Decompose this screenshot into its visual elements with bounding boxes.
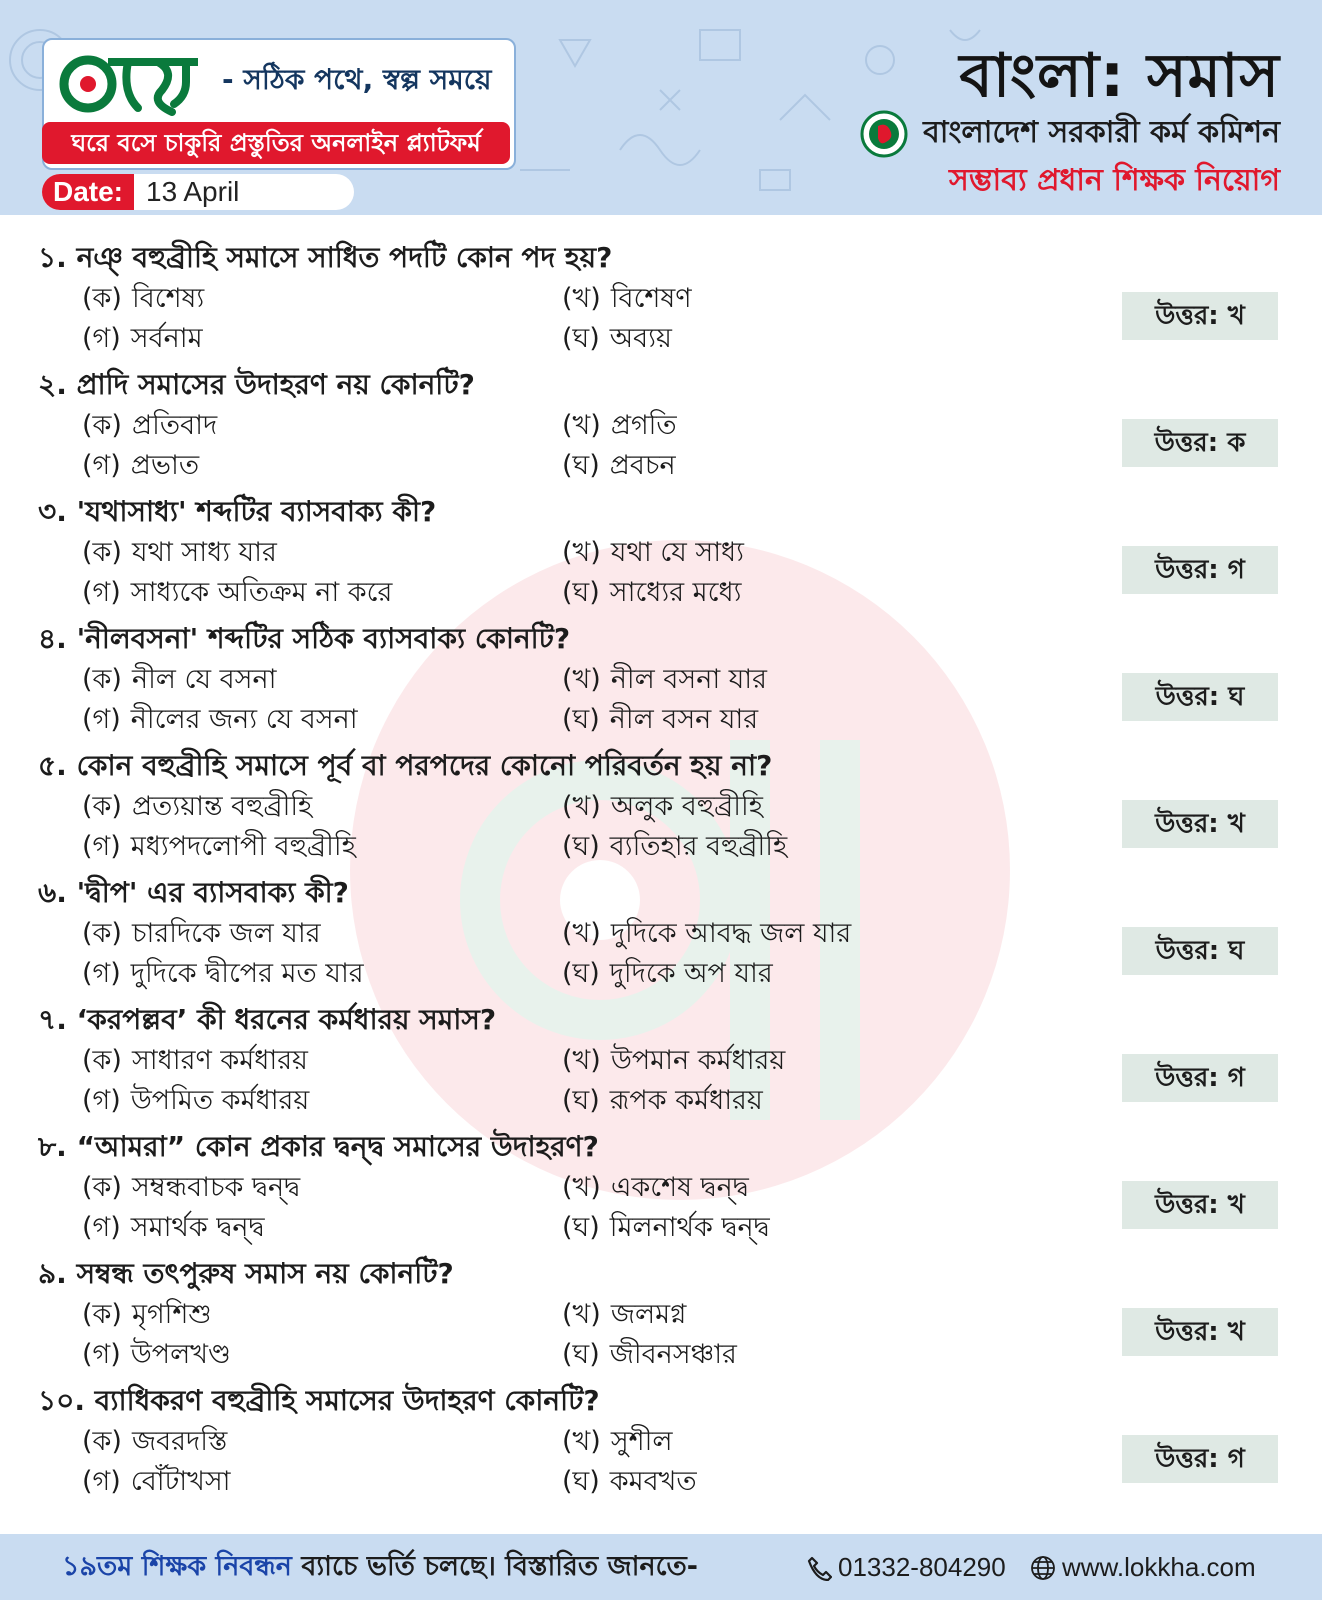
brand-card (42, 38, 516, 170)
option-gha: (ঘ) রূপক কর্মধারয় (562, 1085, 763, 1116)
govt-emblem-icon (860, 110, 908, 158)
option-ga: (গ) উপলখণ্ড (82, 1339, 231, 1370)
question-text: ৩. 'যথাসাধ্য' শব্দটির ব্যাসবাক্য কী? (38, 495, 437, 528)
answer-badge: উত্তর: খ (1122, 1308, 1278, 1356)
question-item (0, 871, 1322, 997)
option-kha: (খ) উপমান কর্মধারয় (562, 1045, 786, 1076)
brand-banner: ঘরে বসে চাকুরি প্রস্তুতির অনলাইন প্ল্যাটফর্ম (42, 122, 510, 164)
website-url: www.lokkha.com (1062, 1552, 1256, 1582)
option-gha: (ঘ) কমবখত (562, 1466, 697, 1497)
subject-title: বাংলা: সমাস (959, 41, 1280, 111)
question-item (0, 1252, 1322, 1378)
answer-badge: উত্তর: ঘ (1122, 673, 1278, 721)
option-kha: (খ) নীল বসনা যার (562, 664, 767, 695)
answer-badge: উত্তর: ঘ (1122, 927, 1278, 975)
option-gha: (ঘ) সাধ্যের মধ্যে (562, 577, 742, 608)
answer-badge: উত্তর: ক (1122, 419, 1278, 467)
question-text: ৫. কোন বহুব্রীহি সমাসে পূর্ব বা পরপদের কোনো পরিবর্তন হয় না? (38, 749, 773, 782)
option-gha: (ঘ) অব্যয় (562, 323, 672, 354)
question-text: ৮. “আমরা” কোন প্রকার দ্বন্দ্ব সমাসের উদাহরণ? (38, 1130, 599, 1163)
question-item (0, 744, 1322, 870)
globe-icon (1030, 1555, 1056, 1581)
option-ka: (ক) চারদিকে জল যার (82, 918, 321, 949)
commission-row (860, 108, 1280, 156)
date-pill (42, 174, 354, 210)
option-ga: (গ) সাধ্যকে অতিক্রম না করে (82, 577, 393, 608)
question-item (0, 617, 1322, 743)
answer-badge: উত্তর: খ (1122, 800, 1278, 848)
option-ga: (গ) নীলের জন্য যে বসনা (82, 704, 358, 735)
date-value: 13 April (146, 176, 240, 207)
question-item (0, 1379, 1322, 1505)
option-ga: (গ) মধ্যপদলোপী বহুব্রীহি (82, 831, 356, 862)
answer-badge: উত্তর: খ (1122, 292, 1278, 340)
brand-tagline: - সঠিক পথে, স্বল্প সময়ে (222, 63, 492, 96)
option-ka: (ক) প্রতিবাদ (82, 410, 218, 441)
option-ka: (ক) মৃগশিশু (82, 1299, 212, 1330)
promo-text: ব্যাচে ভর্তি চলছে। বিস্তারিত জানতে- (291, 1551, 698, 1582)
question-item (0, 363, 1322, 489)
option-ka: (ক) প্রত্যয়ান্ত বহুব্রীহি (82, 791, 313, 822)
option-ka: (ক) বিশেষ্য (82, 283, 205, 314)
question-list (0, 236, 1322, 1504)
option-kha: (খ) সুশীল (562, 1426, 673, 1457)
lokkha-logo (58, 48, 208, 116)
promo-highlight: ১৯তম শিক্ষক নিবন্ধন (62, 1551, 292, 1582)
answer-badge: উত্তর: গ (1122, 1435, 1278, 1483)
footer-bar (0, 1534, 1322, 1600)
question-text: ১. নঞ্ বহুব্রীহি সমাসে সাধিত পদটি কোন পদ হয়? (38, 241, 613, 274)
phone-icon (806, 1555, 832, 1581)
option-gha: (ঘ) জীবনসঞ্চার (562, 1339, 737, 1370)
question-text: ১০. ব্যাধিকরণ বহুব্রীহি সমাসের উদাহরণ কোনটি? (38, 1384, 600, 1417)
option-gha: (ঘ) দুদিকে অপ যার (562, 958, 773, 989)
footer-promo (62, 1534, 698, 1600)
question-text: ৪. 'নীলবসনা' শব্দটির সঠিক ব্যাসবাক্য কোনটি? (38, 622, 571, 655)
answer-badge: উত্তর: খ (1122, 1181, 1278, 1229)
answer-badge: উত্তর: গ (1122, 546, 1278, 594)
option-gha: (ঘ) নীল বসন যার (562, 704, 759, 735)
option-ka: (ক) সাধারণ কর্মধারয় (82, 1045, 308, 1076)
option-kha: (খ) জলমগ্ন (562, 1299, 687, 1330)
option-ka: (ক) যথা সাধ্য যার (82, 537, 277, 568)
option-kha: (খ) অলুক বহুব্রীহি (562, 791, 763, 822)
answer-badge: উত্তর: গ (1122, 1054, 1278, 1102)
option-ga: (গ) বোঁটাখসা (82, 1466, 231, 1497)
question-item (0, 236, 1322, 362)
option-kha: (খ) একশেষ দ্বন্দ্ব (562, 1172, 749, 1203)
question-text: ৭. ‘করপল্লব’ কী ধরনের কর্মধারয় সমাস? (38, 1003, 497, 1036)
option-ga: (গ) সর্বনাম (82, 323, 203, 354)
option-kha: (খ) যথা যে সাধ্য (562, 537, 744, 568)
option-gha: (ঘ) ব্যতিহার বহুব্রীহি (562, 831, 788, 862)
question-item (0, 490, 1322, 616)
option-ga: (গ) সমার্থক দ্বন্দ্ব (82, 1212, 265, 1243)
option-kha: (খ) দুদিকে আবদ্ধ জল যার (562, 918, 852, 949)
option-gha: (ঘ) প্রবচন (562, 450, 676, 481)
question-text: ২. প্রাদি সমাসের উদাহরণ নয় কোনটি? (38, 368, 475, 401)
question-text: ৬. 'দ্বীপ' এর ব্যাসবাক্য কী? (38, 876, 349, 909)
exam-name: সম্ভাব্য প্রধান শিক্ষক নিয়োগ (949, 163, 1280, 198)
phone-number: 01332-804290 (838, 1552, 1006, 1582)
question-item (0, 1125, 1322, 1251)
option-gha: (ঘ) মিলনার্থক দ্বন্দ্ব (562, 1212, 770, 1243)
question-item (0, 998, 1322, 1124)
option-ka: (ক) সম্বন্ধবাচক দ্বন্দ্ব (82, 1172, 301, 1203)
option-ga: (গ) দুদিকে দ্বীপের মত যার (82, 958, 364, 989)
header-band (0, 0, 1322, 215)
option-kha: (খ) বিশেষণ (562, 283, 692, 314)
website-link[interactable] (1030, 1534, 1256, 1600)
option-ka: (ক) জবরদস্তি (82, 1426, 228, 1457)
date-label: Date: (42, 174, 134, 210)
option-ga: (গ) উপমিত কর্মধারয় (82, 1085, 310, 1116)
option-ka: (ক) নীল যে বসনা (82, 664, 277, 695)
question-text: ৯. সম্বন্ধ তৎপুরুষ সমাস নয় কোনটি? (38, 1257, 454, 1290)
phone-contact[interactable] (806, 1534, 1006, 1600)
option-ga: (গ) প্রভাত (82, 450, 200, 481)
option-kha: (খ) প্রগতি (562, 410, 677, 441)
commission-name: বাংলাদেশ সরকারী কর্ম কমিশন (923, 115, 1280, 150)
